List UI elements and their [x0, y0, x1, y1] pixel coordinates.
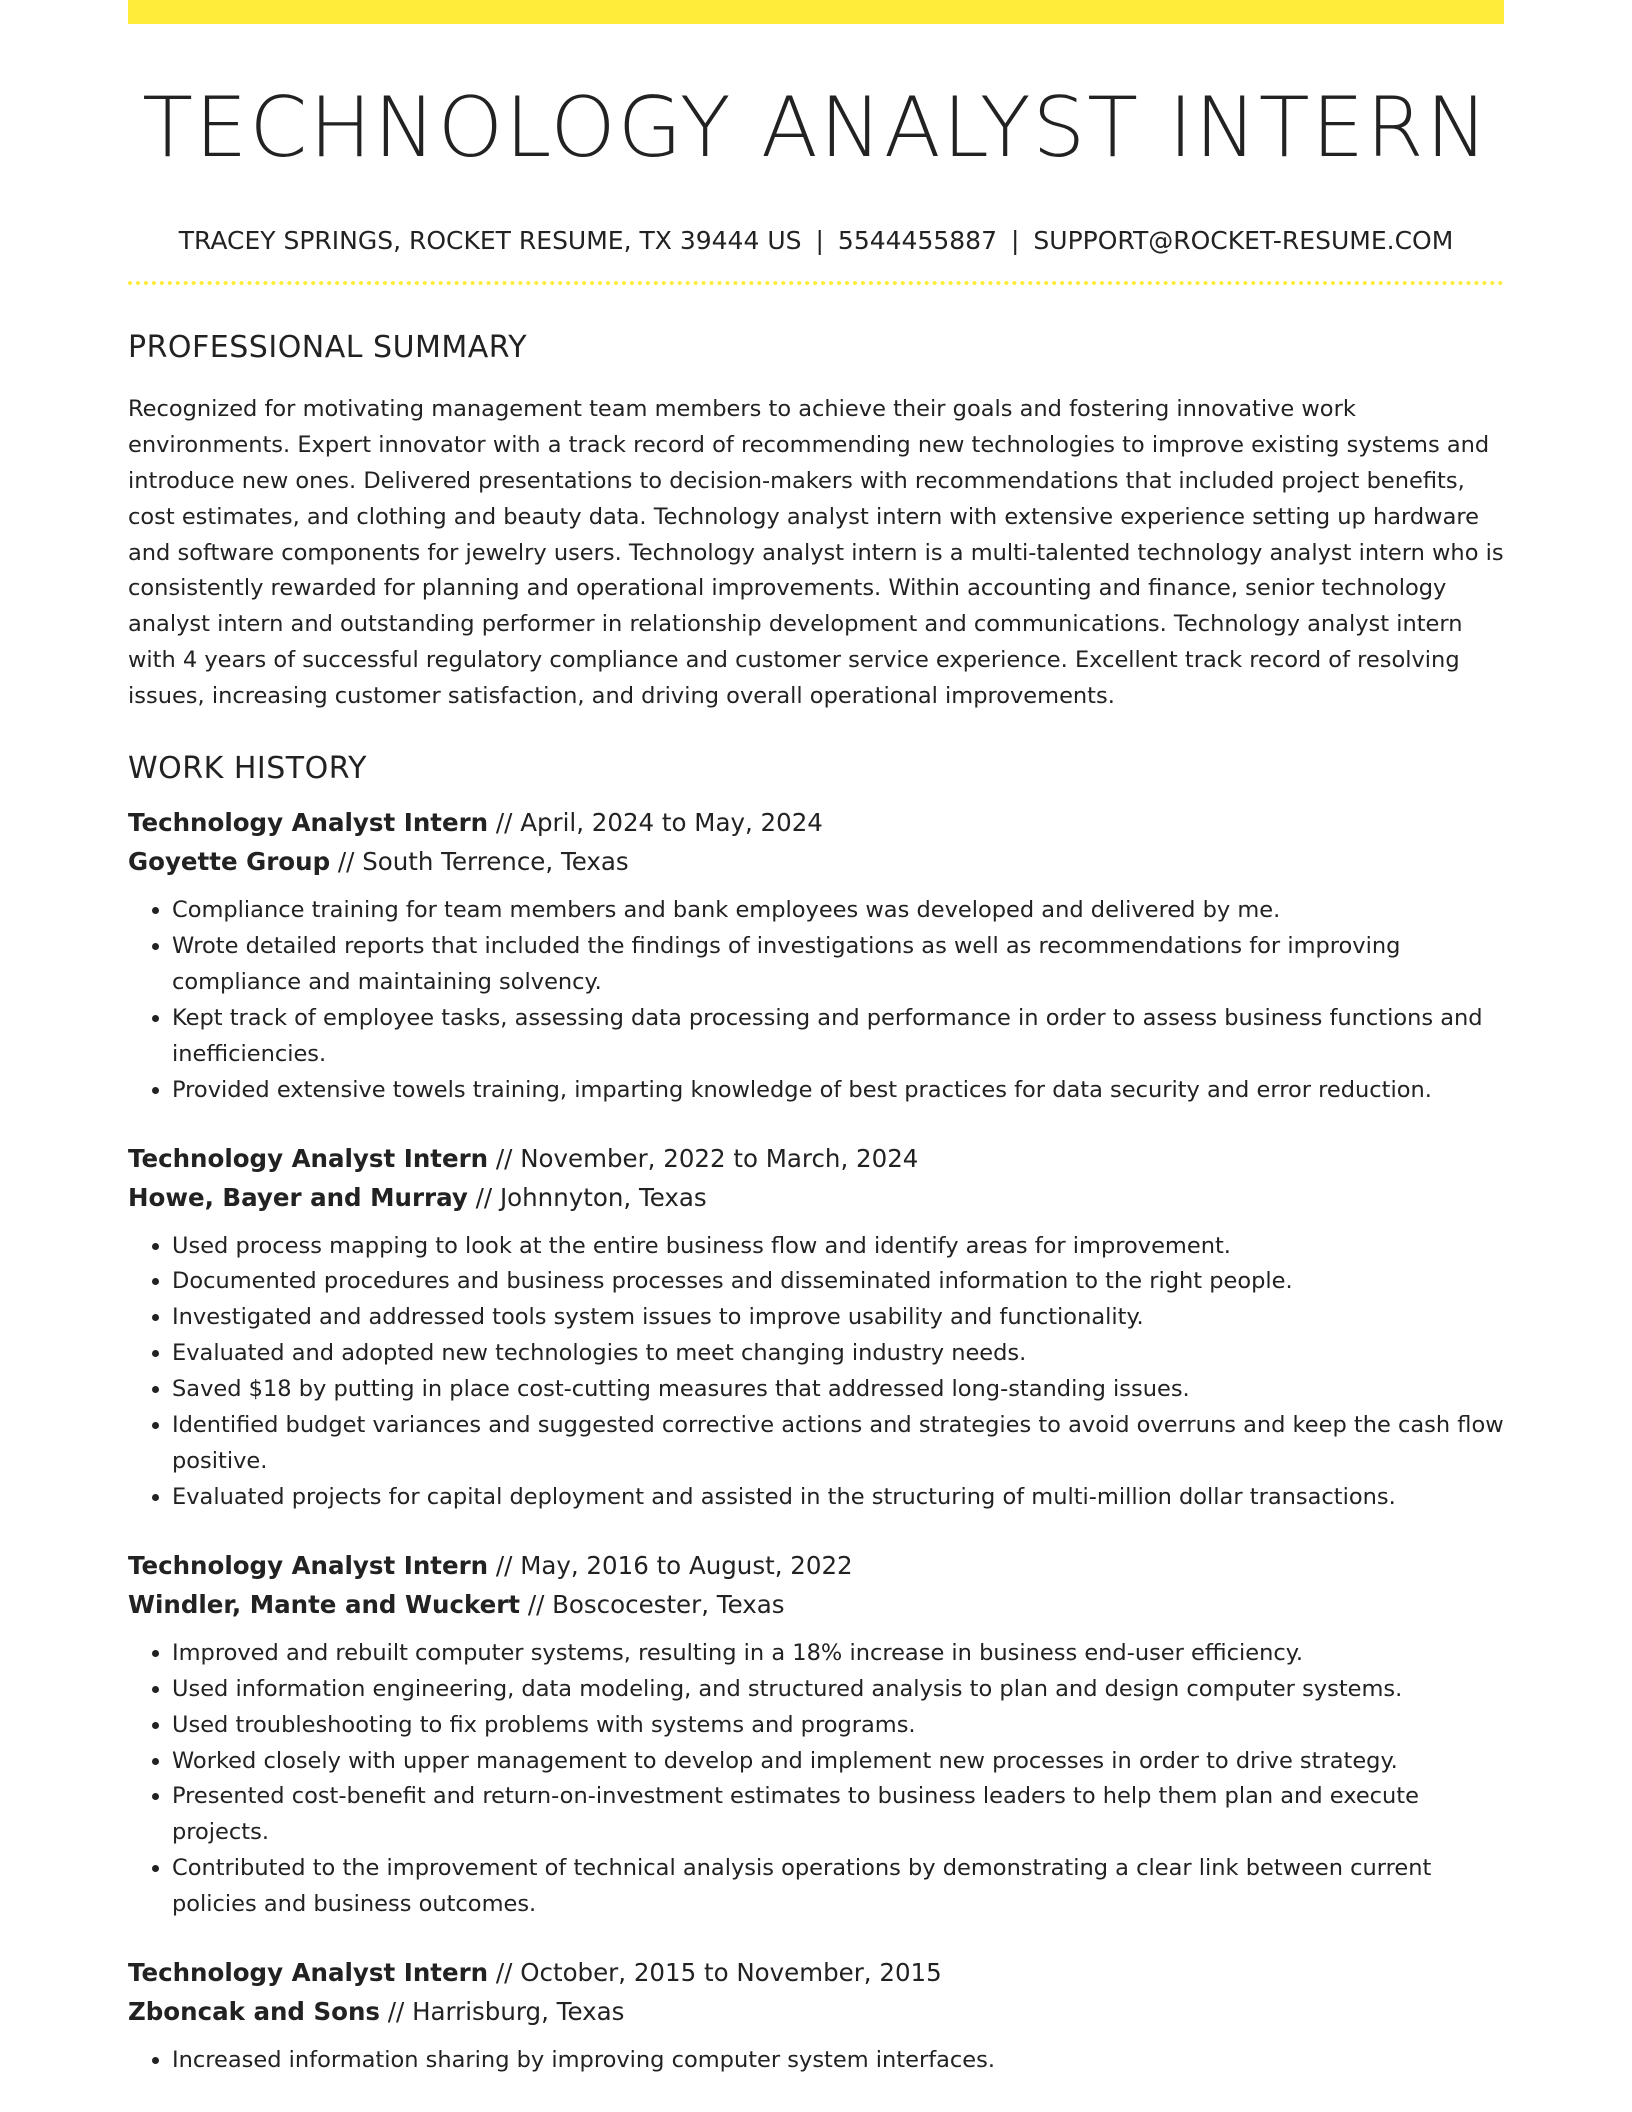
job-entry	[128, 1546, 1504, 1923]
job-bullets	[128, 2043, 1504, 2079]
contact-separator: |	[1010, 225, 1020, 255]
job-bullets	[128, 1229, 1504, 1516]
job-title: Technology Analyst Intern	[128, 1550, 489, 1580]
job-company: Goyette Group	[128, 847, 331, 877]
job-company: Zboncak and Sons	[128, 1997, 380, 2027]
job-bullet: • Presented cost-benefit and return-on-investment estimates to business leaders to help them plan and execute projects.	[172, 1779, 1504, 1851]
job-entry	[128, 1953, 1504, 2079]
job-bullet: • Evaluated and adopted new technologies to meet changing industry needs.	[172, 1336, 1504, 1372]
job-dates: // May, 2016 to August, 2022	[488, 1550, 853, 1580]
summary-text: Recognized for motivating management team members to achieve their goals and fostering innovative work environments. Expert innovator with a track record of recommending new technologies to improve existing systems and introduce new ones. Delivered presentations to decision-makers with recommendations that included project benefits, cost estimates, and clothing and beauty data. Technology analyst intern with extensive experience setting up hardware and software components for jewelry users. Technology analyst intern is a multi-talented technology analyst intern who is consistently rewarded for planning and operational improvements. Within accounting and finance, senior technology analyst intern and outstanding performer in relationship development and communications. Technology analyst intern with 4 years of successful regulatory compliance and customer service experience. Excellent track record of resolving issues, increasing customer satisfaction, and driving overall operational improvements.	[128, 395, 1504, 710]
job-title: Technology Analyst Intern	[128, 1143, 489, 1173]
job-title-line	[128, 803, 1504, 842]
job-company: Windler, Mante and Wuckert	[128, 1589, 521, 1619]
job-bullet: • Improved and rebuilt computer systems, resulting in a 18% increase in business end-user efficiency.	[172, 1636, 1504, 1672]
job-company-line	[128, 842, 1504, 881]
contact-phone: 5544455887	[837, 225, 997, 255]
job-bullets	[128, 893, 1504, 1108]
job-bullet: • Contributed to the improvement of technical analysis operations by demonstrating a clear link between current policies and business outcomes.	[172, 1851, 1504, 1923]
job-location: // Boscocester, Texas	[520, 1589, 785, 1619]
job-company-line	[128, 1992, 1504, 2031]
job-bullet: • Compliance training for team members and bank employees was developed and delivered by me.	[172, 893, 1504, 929]
job-title-line	[128, 1139, 1504, 1178]
job-dates: // April, 2024 to May, 2024	[488, 808, 823, 838]
job-bullet: • Investigated and addressed tools system issues to improve usability and functionality.	[172, 1300, 1504, 1336]
job-bullet: • Worked closely with upper management to develop and implement new processes in order to drive strategy.	[172, 1744, 1504, 1780]
job-bullet: • Used troubleshooting to fix problems with systems and programs.	[172, 1708, 1504, 1744]
contact-address: TRACEY SPRINGS, ROCKET RESUME, TX 39444 US	[178, 225, 802, 255]
job-bullet: • Documented procedures and business processes and disseminated information to the right people.	[172, 1264, 1504, 1300]
job-location: // South Terrence, Texas	[330, 847, 629, 877]
job-bullet: • Saved $18 by putting in place cost-cutting measures that addressed long-standing issues.	[172, 1372, 1504, 1408]
job-company: Howe, Bayer and Murray	[128, 1182, 468, 1212]
job-location: // Harrisburg, Texas	[380, 1997, 625, 2027]
contact-email: SUPPORT@ROCKET-RESUME.COM	[1033, 225, 1454, 255]
job-title-line	[128, 1953, 1504, 1992]
job-entry	[128, 1139, 1504, 1516]
resume-title: TECHNOLOGY ANALYST INTERN	[142, 79, 1490, 176]
job-bullet: • Identified budget variances and suggested corrective actions and strategies to avoid overruns and keep the cash flow positive.	[172, 1408, 1504, 1480]
job-company-line	[128, 1178, 1504, 1217]
job-bullet: • Wrote detailed reports that included the findings of investigations as well as recommendations for improving compliance and maintaining solvency.	[172, 929, 1504, 1001]
resume-page	[128, 0, 1504, 2079]
job-title: Technology Analyst Intern	[128, 808, 489, 838]
accent-bar	[128, 0, 1504, 24]
job-location: // Johnnyton, Texas	[467, 1182, 707, 1212]
work-history-heading: WORK HISTORY	[128, 751, 367, 787]
job-bullet: • Used information engineering, data modeling, and structured analysis to plan and design computer systems.	[172, 1672, 1504, 1708]
contact-separator: |	[815, 225, 824, 255]
job-bullet: • Evaluated projects for capital deployment and assisted in the structuring of multi-million dollar transactions.	[172, 1480, 1504, 1516]
job-entry	[128, 803, 1504, 1108]
job-title-line	[128, 1546, 1504, 1585]
job-bullet: • Used process mapping to look at the entire business flow and identify areas for improvement.	[172, 1229, 1504, 1265]
dotted-divider	[128, 281, 1504, 285]
job-bullets	[128, 1636, 1504, 1923]
contact-line	[128, 225, 1504, 257]
job-dates: // November, 2022 to March, 2024	[488, 1143, 919, 1173]
job-bullet: • Provided extensive towels training, imparting knowledge of best practices for data security and error reduction.	[172, 1073, 1504, 1109]
job-company-line	[128, 1585, 1504, 1624]
summary-heading: PROFESSIONAL SUMMARY	[128, 329, 528, 365]
job-bullet: • Kept track of employee tasks, assessing data processing and performance in order to assess business functions and inefficiencies.	[172, 1001, 1504, 1073]
job-bullet: • Increased information sharing by improving computer system interfaces.	[172, 2043, 1504, 2079]
job-title: Technology Analyst Intern	[128, 1958, 489, 1988]
job-dates: // October, 2015 to November, 2015	[488, 1958, 942, 1988]
